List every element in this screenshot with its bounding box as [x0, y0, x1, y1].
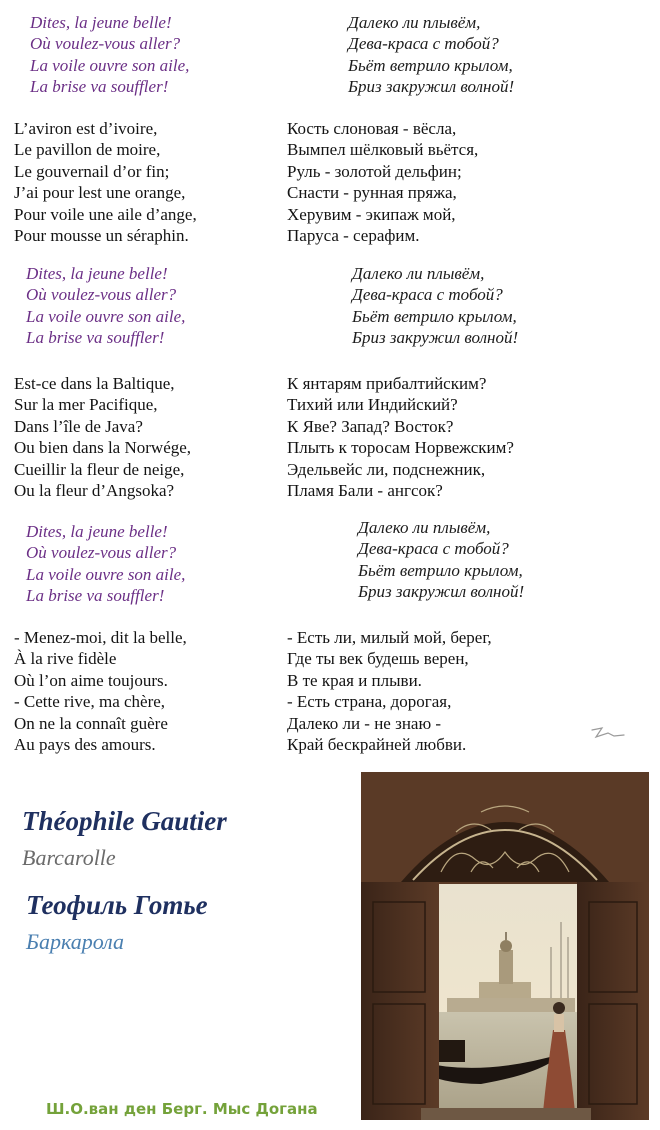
author-name-ru: Теофиль Готье: [26, 890, 208, 920]
verse-line: - Cette rive, ma chère,: [14, 692, 166, 712]
verse-line: Est-ce dans la Baltique,: [14, 374, 175, 393]
verse-line: Эдельвейс ли, подснежник,: [287, 459, 486, 479]
verse-line: Pour mousse un séraphin.: [14, 226, 189, 246]
refrain-fr-line: Où voulez-vous aller?: [26, 285, 177, 305]
verse-line: Sur la mer Pacifique,: [14, 395, 158, 415]
author-name-fr: Théophile Gautier: [22, 806, 227, 836]
refrain-ru-line: Дева-краса с тобой?: [358, 539, 509, 559]
refrain-ru-2: [352, 263, 518, 349]
verse-line: - Есть страна, дорогая,: [287, 692, 452, 712]
stanza-fr-3: [14, 627, 187, 755]
verse-line: - Menez-moi, dit la belle,: [14, 628, 187, 647]
verse-line: В те края и плыви.: [287, 670, 422, 690]
refrain-fr-line: La brise va souffler!: [30, 77, 169, 97]
verse-line: Пламя Бали - ангсок?: [287, 481, 443, 501]
refrain-fr-line: Où voulez-vous aller?: [30, 34, 181, 54]
refrain-ru-line: Дева-краса с тобой?: [348, 34, 499, 54]
verse-line: Cueillir la fleur de neige,: [14, 459, 185, 479]
verse-line: Кость слоновая - вёсла,: [287, 119, 457, 138]
refrain-fr-line: La brise va souffler!: [26, 328, 165, 348]
stanza-ru-3: [287, 627, 492, 755]
refrain-ru-1: [348, 12, 514, 98]
verse-line: Où l’on aime toujours.: [14, 670, 168, 690]
verse-line: Снасти - рунная пряжа,: [287, 183, 457, 203]
refrain-fr-2: [26, 263, 185, 349]
refrain-fr-line: La voile ouvre son aile,: [26, 306, 186, 326]
verse-line: Паруса - серафим.: [287, 226, 420, 246]
stanza-fr-2: [14, 373, 191, 501]
verse-line: Край бескрайней любви.: [287, 735, 467, 755]
verse-line: À la rive fidèle: [14, 649, 117, 669]
refrain-fr-line: La brise va souffler!: [26, 586, 165, 606]
verse-line: К янтарям прибалтийским?: [287, 374, 487, 393]
refrain-ru-line: Бьёт ветрило крылом,: [352, 306, 517, 326]
refrain-fr-1: [30, 12, 189, 98]
refrain-ru-3: [358, 517, 524, 603]
painting-image: [361, 772, 649, 1120]
refrain-fr-line: Dites, la jeune belle!: [26, 522, 168, 541]
refrain-fr-line: Dites, la jeune belle!: [30, 13, 172, 32]
verse-line: Au pays des amours.: [14, 735, 156, 755]
verse-line: Тихий или Индийский?: [287, 395, 458, 415]
refrain-ru-line: Бриз закружил волной!: [358, 582, 525, 602]
refrain-ru-line: Дева-краса с тобой?: [352, 285, 503, 305]
stanza-fr-1: [14, 118, 197, 246]
verse-line: On ne la connaît guère: [14, 713, 168, 733]
stanza-ru-1: [287, 118, 478, 246]
signature-mark: [588, 722, 628, 744]
verse-line: Херувим - экипаж мой,: [287, 204, 456, 224]
refrain-ru-line: Далеко ли плывём,: [348, 13, 481, 32]
refrain-ru-line: Далеко ли плывём,: [352, 264, 485, 283]
stanza-ru-2: [287, 373, 514, 501]
verse-line: Pour voile une aile d’ange,: [14, 204, 197, 224]
refrain-fr-line: La voile ouvre son aile,: [26, 564, 186, 584]
verse-line: Плыть к торосам Норвежским?: [287, 438, 514, 458]
verse-line: L’aviron est d’ivoire,: [14, 119, 158, 138]
verse-line: Dans l’île de Java?: [14, 416, 143, 436]
verse-line: Ou bien dans la Norwége,: [14, 438, 192, 458]
verse-line: Далеко ли - не знаю -: [287, 713, 442, 733]
refrain-fr-3: [26, 521, 185, 607]
verse-line: - Есть ли, милый мой, берег,: [287, 628, 492, 647]
verse-line: Где ты век будешь верен,: [287, 649, 469, 669]
verse-line: J’ai pour lest une orange,: [14, 183, 186, 203]
verse-line: Le pavillon de moire,: [14, 140, 161, 160]
poem-title-fr: Barcarolle: [22, 845, 116, 870]
refrain-ru-line: Далеко ли плывём,: [358, 518, 491, 537]
refrain-fr-line: Dites, la jeune belle!: [26, 264, 168, 283]
poem-title-ru: Баркарола: [26, 929, 125, 954]
refrain-ru-line: Бриз закружил волной!: [348, 77, 515, 97]
refrain-fr-line: Où voulez-vous aller?: [26, 543, 177, 563]
refrain-ru-line: Бьёт ветрило крылом,: [348, 55, 513, 75]
refrain-ru-line: Бриз закружил волной!: [352, 328, 519, 348]
verse-line: Вымпел шёлковый вьётся,: [287, 140, 479, 160]
painting-caption: Ш.О.ван ден Берг. Мыс Догана: [46, 1100, 318, 1118]
verse-line: Ou la fleur d’Angsoka?: [14, 481, 175, 501]
verse-line: К Яве? Запад? Восток?: [287, 416, 454, 436]
verse-line: Руль - золотой дельфин;: [287, 161, 462, 181]
refrain-ru-line: Бьёт ветрило крылом,: [358, 560, 523, 580]
verse-line: Le gouvernail d’or fin;: [14, 161, 170, 181]
refrain-fr-line: La voile ouvre son aile,: [30, 55, 190, 75]
